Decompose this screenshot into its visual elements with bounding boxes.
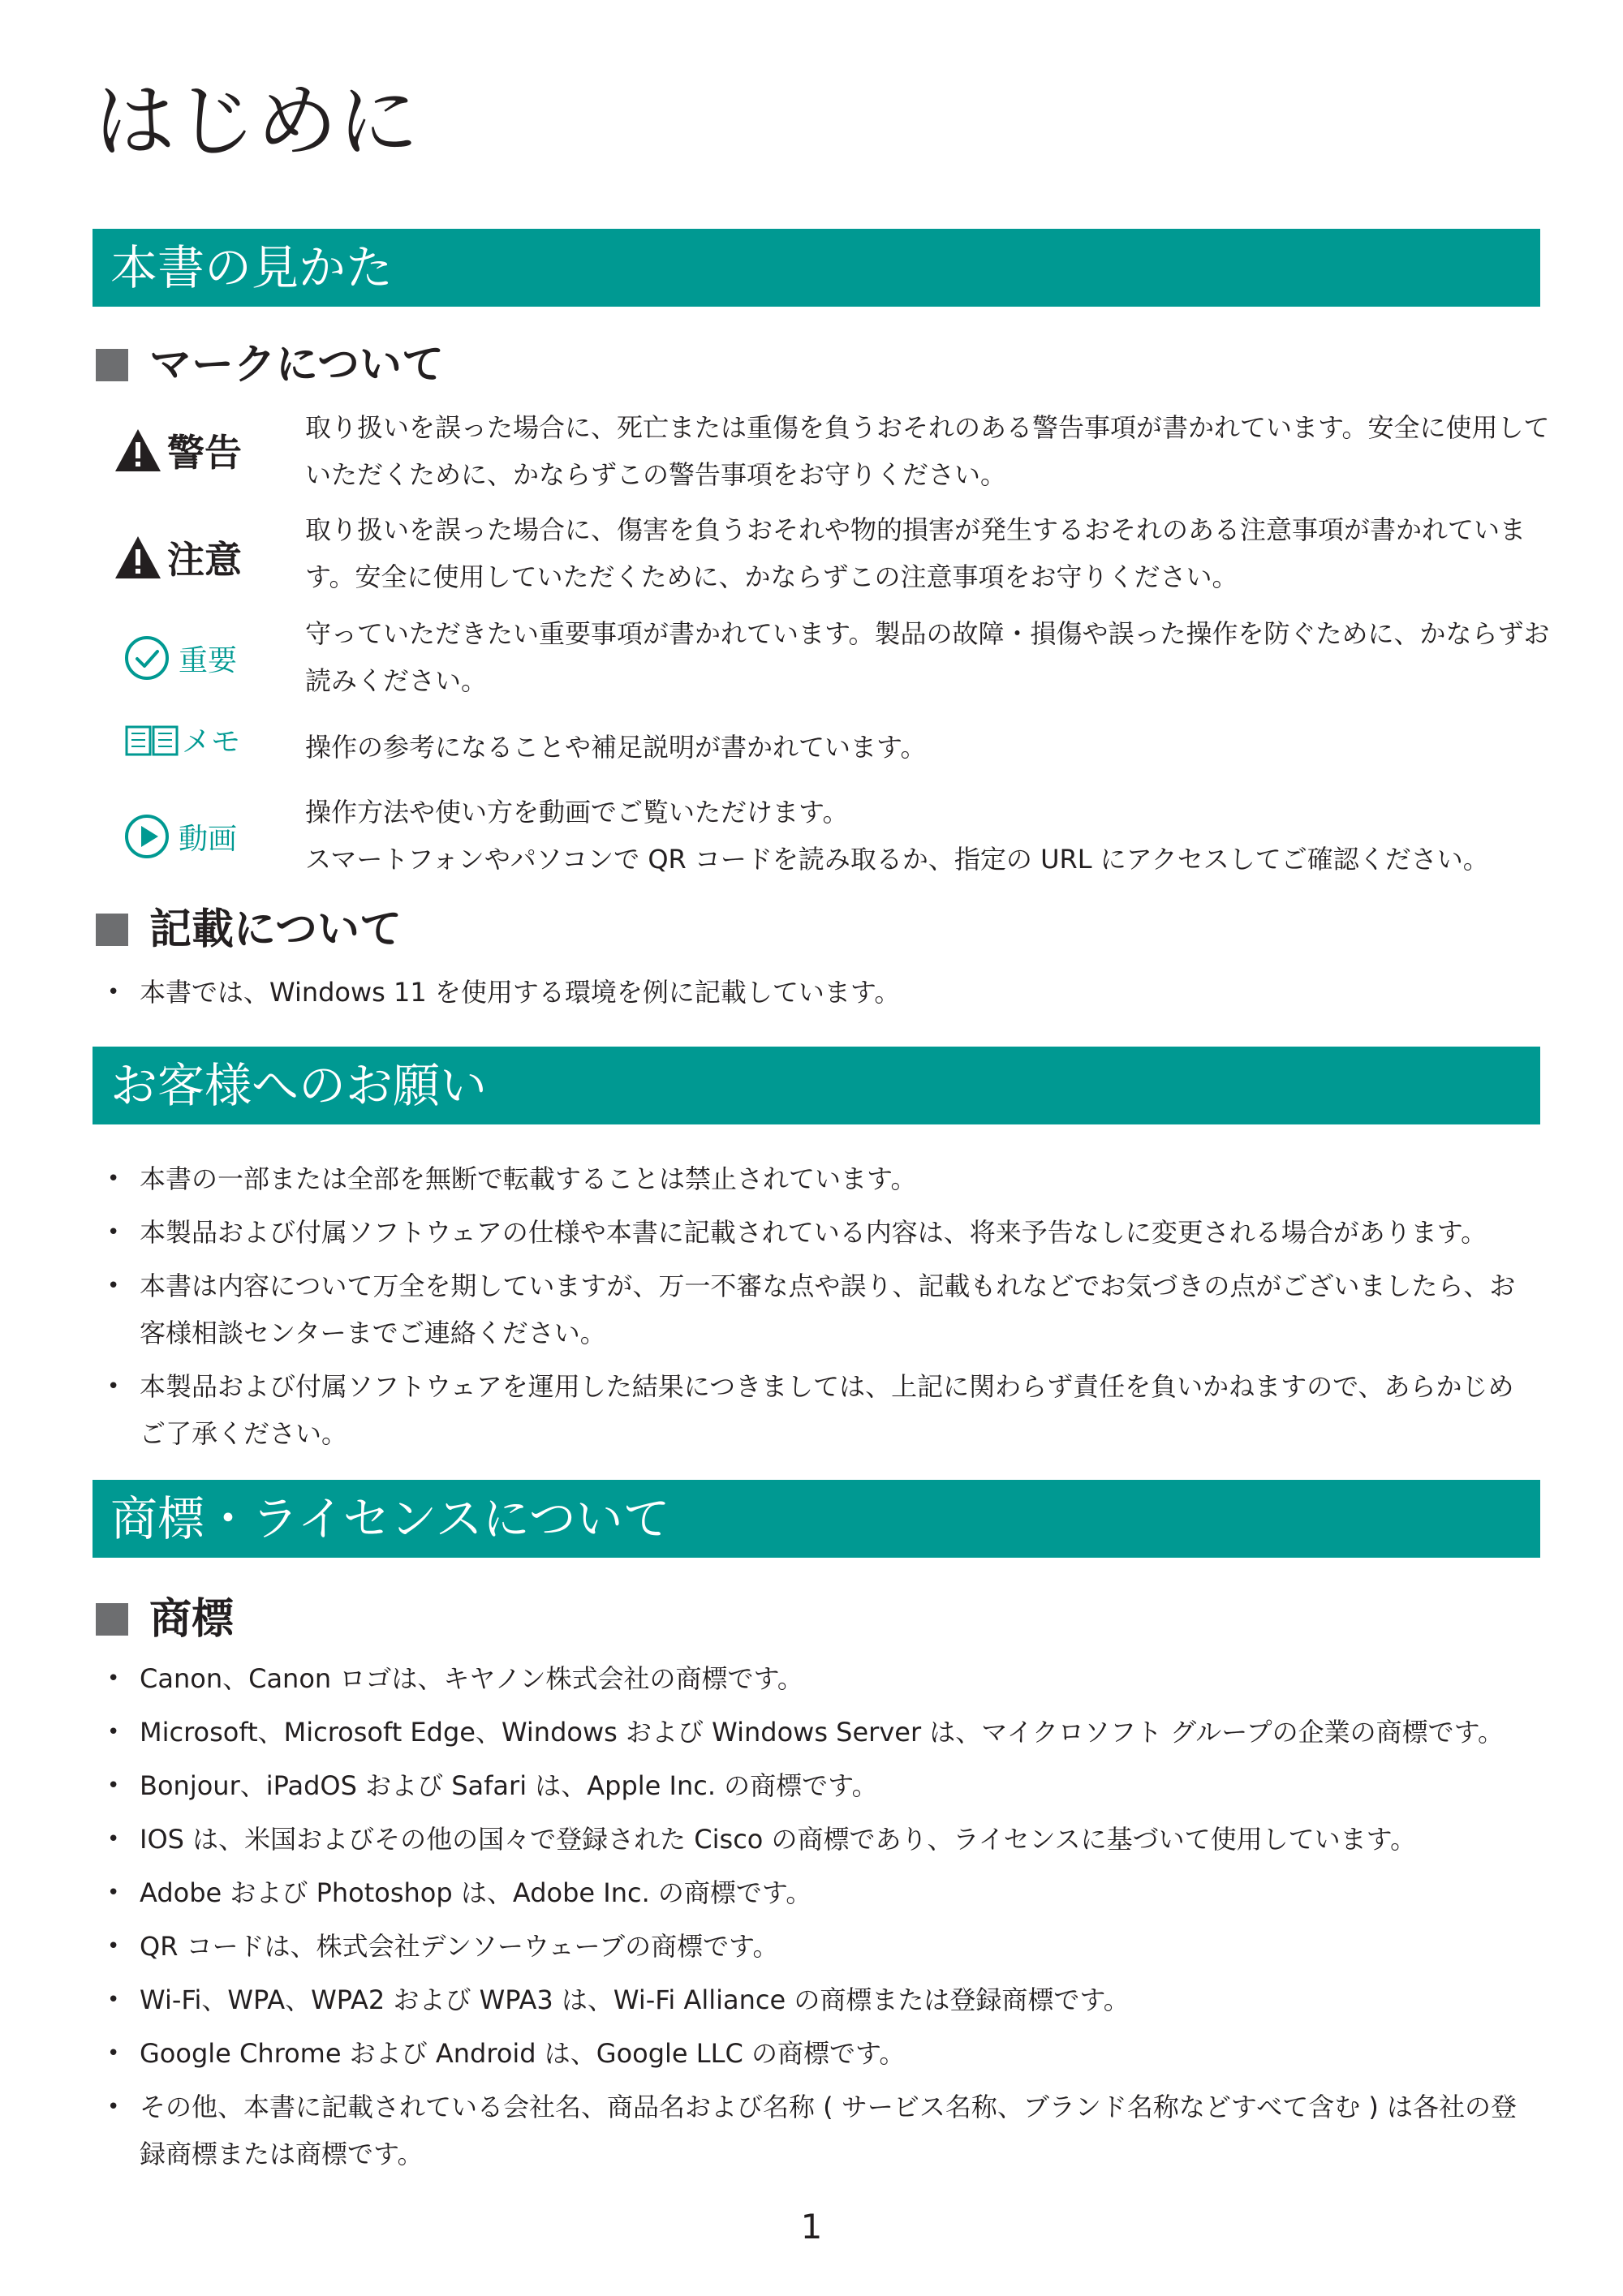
mark-badge-warning [114,424,276,477]
mark-text-video [305,789,1620,883]
mark-text-caution: 取り扱いを誤った場合に、傷害を負うおそれや物的損害が発生するおそれのある注意事項が書かれています。安全に使用していただくために、かならずこの注意事項をお守りください。 [305,514,1526,592]
mark-label-important: 重要 [179,643,238,677]
subhead-trademarks-label: 商標 [149,1595,235,1644]
mark-text-warning: 取り扱いを誤った場合に、死亡または重傷を負うおそれのある警告事項が書かれています。安全に使用していただくために、かならずこの警告事項をお守りください。 [305,412,1550,490]
mark-badge-video [123,813,286,860]
list-item: • 本製品および付属ソフトウェアを運用した結果につきましては、上記に関わらず責任を負いかねますので、あらかじめご了承ください。 [105,1363,1534,1457]
trademark-list [105,1655,1534,2184]
notation-list [105,969,1534,1022]
list-item: • Wi-Fi、WPA、WPA2 および WPA3 は、Wi-Fi Alliance の商標または登録商標です。 [105,1976,1534,2023]
mark-text-video-line1: 操作方法や使い方を動画でご覧いただけます。 [305,797,849,828]
page-number: 1 [800,2207,823,2247]
list-item: • IOS は、米国およびその他の国々で登録された Cisco の商標であり、ライセンスに基づいて使用しています。 [105,1816,1534,1863]
subhead-notation-label: 記載について [149,905,402,954]
mark-text-important: 守っていただきたい重要事項が書かれています。製品の故障・損傷や誤った操作を防ぐために、かならずお読みください。 [305,618,1550,696]
book-icon [123,720,180,759]
list-item: • Google Chrome および Android は、Google LLC の商標です。 [105,2030,1534,2077]
subhead-trademarks [96,1595,235,1644]
mark-label-caution: 注意 [167,538,242,582]
mark-text-memo: 操作の参考になることや補足説明が書かれています。 [305,732,927,763]
list-item: • Adobe および Photoshop は、Adobe Inc. の商標です。 [105,1869,1534,1916]
section-header-trademark-license: 商標・ライセンスについて [93,1480,1540,1558]
list-item: • 本書は内容について万全を期していますが、万一不審な点や誤り、記載もれなどでお気づきの点がございましたら、お客様相談センターまでご連絡ください。 [105,1262,1534,1357]
mark-label-video: 動画 [179,822,238,856]
list-item: • Microsoft、Microsoft Edge、Windows および Windows Server は、マイクロソフト グループの企業の商標です。 [105,1709,1534,1756]
page-title: はじめに [94,74,419,169]
mark-text-video-line2: スマートフォンやパソコンで QR コードを読み取るか、指定の URL にアクセスしてご確認ください。 [305,844,1489,875]
square-bullet-icon [96,1603,128,1636]
list-item: • QR コードは、株式会社デンソーウェーブの商標です。 [105,1923,1534,1970]
subhead-marks-label: マークについて [149,341,444,389]
subhead-marks [96,341,444,389]
warning-triangle-icon [114,428,162,473]
request-list [105,1155,1534,1464]
list-item: • 本書では、Windows 11 を使用する環境を例に記載しています。 [105,969,1534,1016]
play-circle-icon [123,813,170,860]
mark-label-warning: 警告 [167,431,242,475]
list-item: • Canon、Canon ロゴは、キヤノン株式会社の商標です。 [105,1655,1534,1702]
section-header-howto: 本書の見かた [93,229,1540,307]
square-bullet-icon [96,349,128,381]
subhead-notation [96,905,402,954]
mark-badge-caution [114,531,276,584]
list-item: • Bonjour、iPadOS および Safari は、Apple Inc. の商標です。 [105,1762,1534,1809]
mark-label-memo: メモ [182,725,241,759]
square-bullet-icon [96,914,128,946]
section-header-request: お客様へのお願い [93,1047,1540,1124]
mark-badge-memo [123,719,286,760]
caution-triangle-icon [114,535,162,580]
list-item: • その他、本書に記載されている会社名、商品名および名称 ( サービス名称、ブランド名称などすべて含む ) は各社の登録商標または商標です。 [105,2083,1534,2178]
mark-badge-important [123,634,286,681]
check-circle-icon [123,634,170,681]
list-item: • 本製品および付属ソフトウェアの仕様や本書に記載されている内容は、将来予告なしに変更される場合があります。 [105,1209,1534,1256]
list-item: • 本書の一部または全部を無断で転載することは禁止されています。 [105,1155,1534,1202]
